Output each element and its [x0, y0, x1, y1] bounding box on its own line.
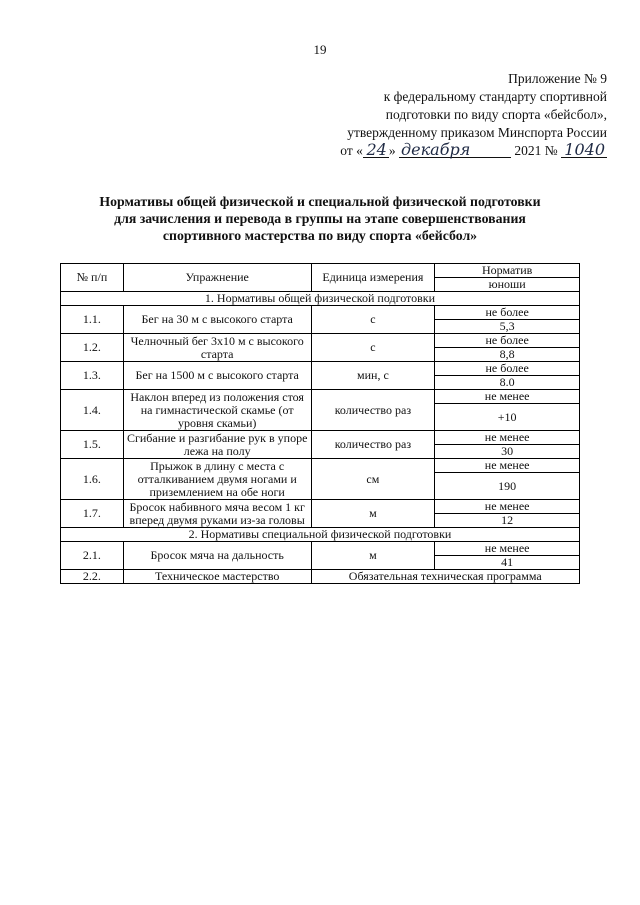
header-group: юноши — [435, 278, 580, 292]
row-number: 1.5. — [61, 431, 124, 459]
title-line-1: Нормативы общей физической и специальной физической подготовки — [99, 194, 541, 209]
row-number: 1.2. — [61, 334, 124, 362]
row-number: 1.4. — [61, 390, 124, 431]
row-condition: не менее — [435, 390, 580, 404]
row-condition: не более — [435, 334, 580, 348]
row-exercise: Бросок мяча на дальность — [123, 542, 311, 570]
row-number: 1.7. — [61, 500, 124, 528]
row-merged-value: Обязательная техническая программа — [311, 570, 580, 584]
date-mid: » — [388, 143, 396, 158]
header-exercise: Упражнение — [123, 264, 311, 292]
row-exercise: Прыжок в длину с места с отталкиванием двумя ногами и приземлением на обе ноги — [123, 459, 311, 500]
order-number-handwritten: 1040 — [561, 143, 607, 158]
row-number: 2.2. — [61, 570, 124, 584]
row-condition: не менее — [435, 500, 580, 514]
row-number: 1.1. — [61, 306, 124, 334]
row-unit: количество раз — [311, 390, 435, 431]
appendix-header — [307, 70, 607, 160]
row-value: 8.0 — [435, 376, 580, 390]
section-title: 2. Нормативы специальной физической подготовки — [61, 528, 580, 542]
date-day-handwritten: 24 — [363, 143, 389, 158]
header-norm: Норматив — [435, 264, 580, 278]
row-unit: м — [311, 500, 435, 528]
document-title — [60, 193, 580, 244]
row-number: 2.1. — [61, 542, 124, 570]
row-number: 1.6. — [61, 459, 124, 500]
row-value: 5,3 — [435, 320, 580, 334]
section-title: 1. Нормативы общей физической подготовки — [61, 292, 580, 306]
row-value: 8,8 — [435, 348, 580, 362]
row-exercise: Бросок набивного мяча весом 1 кг вперед двумя руками из-за головы — [123, 500, 311, 528]
appendix-line-2: к федеральному стандарту спортивной — [383, 89, 607, 104]
date-prefix: от « — [340, 143, 363, 158]
row-condition: не менее — [435, 459, 580, 473]
date-month-handwritten: декабря — [399, 143, 511, 158]
row-condition: не менее — [435, 542, 580, 556]
row-exercise: Сгибание и разгибание рук в упоре лежа на полу — [123, 431, 311, 459]
row-unit: количество раз — [311, 431, 435, 459]
row-condition: не менее — [435, 431, 580, 445]
date-year: 2021 № — [514, 143, 558, 158]
row-condition: не более — [435, 306, 580, 320]
row-value: 30 — [435, 445, 580, 459]
row-exercise: Техническое мастерство — [123, 570, 311, 584]
appendix-line-3: подготовки по виду спорта «бейсбол», — [385, 107, 607, 122]
row-exercise: Челночный бег 3х10 м с высокого старта — [123, 334, 311, 362]
row-value: +10 — [435, 404, 580, 431]
row-exercise: Бег на 30 м с высокого старта — [123, 306, 311, 334]
page-number: 19 — [313, 42, 327, 57]
appendix-line-1: Приложение № 9 — [508, 71, 607, 86]
header-number: № п/п — [61, 264, 124, 292]
row-exercise: Наклон вперед из положения стоя на гимнастической скамье (от уровня скамьи) — [123, 390, 311, 431]
row-unit: м — [311, 542, 435, 570]
title-line-3: спортивного мастерства по виду спорта «бейсбол» — [162, 228, 478, 243]
row-value: 41 — [435, 556, 580, 570]
row-unit: с — [311, 306, 435, 334]
row-number: 1.3. — [61, 362, 124, 390]
title-line-2: для зачисления и перевода в группы на этапе совершенствования — [114, 211, 526, 226]
row-condition: не более — [435, 362, 580, 376]
norms-table — [60, 263, 580, 584]
row-value: 190 — [435, 473, 580, 500]
appendix-line-4: утвержденному приказом Минспорта России — [347, 125, 607, 140]
header-unit: Единица измерения — [311, 264, 435, 292]
row-unit: мин, с — [311, 362, 435, 390]
row-unit: с — [311, 334, 435, 362]
appendix-date-line — [307, 142, 607, 160]
row-unit: см — [311, 459, 435, 500]
row-value: 12 — [435, 514, 580, 528]
row-exercise: Бег на 1500 м с высокого старта — [123, 362, 311, 390]
